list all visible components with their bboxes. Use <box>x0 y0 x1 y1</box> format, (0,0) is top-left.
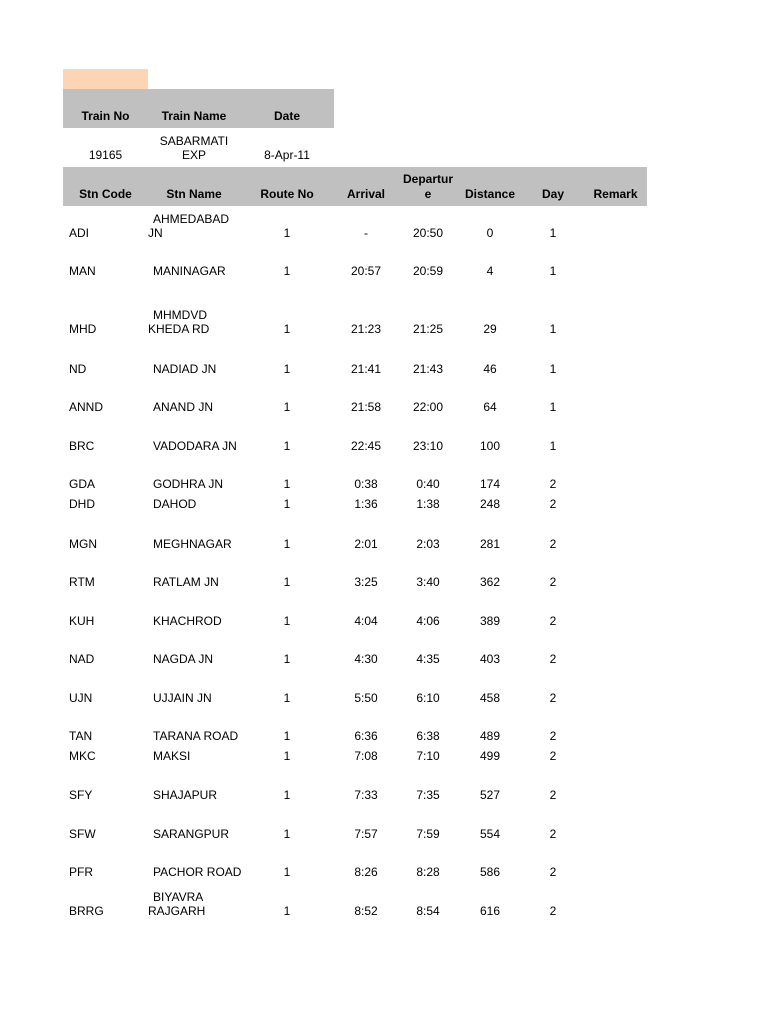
cell-day: 2 <box>549 614 557 628</box>
cell-stn-name: DAHOD <box>153 497 197 511</box>
cell-route: 1 <box>283 537 291 551</box>
cell-day: 1 <box>549 322 557 336</box>
cell-dist: 281 <box>479 537 501 551</box>
col-departure-line1: Departur <box>402 172 453 186</box>
cell-day: 2 <box>549 537 557 551</box>
cell-route: 1 <box>283 497 291 511</box>
col-arrival: Arrival <box>346 187 386 201</box>
cell-stn-name-line2: KHEDA RD <box>148 322 210 336</box>
train-name-value-line1: SABARMATI <box>159 134 229 148</box>
cell-route: 1 <box>283 749 291 763</box>
cell-code: ADI <box>69 226 90 240</box>
date-value: 8-Apr-11 <box>264 148 310 162</box>
cell-day: 2 <box>549 691 557 705</box>
cell-stn-name: MAKSI <box>153 749 191 763</box>
cell-dep: 20:50 <box>412 226 444 240</box>
cell-code: DHD <box>69 497 95 511</box>
cell-route: 1 <box>283 575 291 589</box>
cell-code: MAN <box>69 264 96 278</box>
cell-dep: 7:10 <box>416 749 440 763</box>
cell-code: MHD <box>69 322 97 336</box>
col-day: Day <box>541 187 564 201</box>
cell-stn-name: RATLAM JN <box>153 575 219 589</box>
cell-day: 2 <box>549 788 557 802</box>
cell-stn-name: SARANGPUR <box>153 827 230 841</box>
cell-arr: 1:36 <box>354 497 378 511</box>
cell-dist: 586 <box>479 865 501 879</box>
cell-dist: 403 <box>479 652 501 666</box>
cell-route: 1 <box>283 400 291 414</box>
cell-day: 1 <box>549 439 557 453</box>
cell-dep: 20:59 <box>412 264 444 278</box>
cell-day: 2 <box>549 497 557 511</box>
cell-arr: 2:01 <box>354 537 378 551</box>
cell-dist: 458 <box>479 691 501 705</box>
cell-code: ANND <box>69 400 104 414</box>
cell-arr: 3:25 <box>354 575 378 589</box>
cell-route: 1 <box>283 865 291 879</box>
cell-stn-name: PACHOR ROAD <box>153 865 242 879</box>
cell-route: 1 <box>283 729 291 743</box>
cell-dep: 1:38 <box>416 497 440 511</box>
cell-dep: 22:00 <box>412 400 444 414</box>
cell-code: PFR <box>69 865 93 879</box>
cell-dep: 7:59 <box>416 827 440 841</box>
cell-route: 1 <box>283 788 291 802</box>
cell-stn-name: UJJAIN JN <box>153 691 212 705</box>
cell-day: 2 <box>549 652 557 666</box>
cell-stn-name-line1: BIYAVRA <box>153 890 204 904</box>
cell-arr: 5:50 <box>354 691 378 705</box>
cell-code: UJN <box>69 691 93 705</box>
cell-arr: 22:45 <box>350 439 382 453</box>
cell-stn-name: NAGDA JN <box>153 652 214 666</box>
cell-code: ND <box>69 362 87 376</box>
cell-route: 1 <box>283 322 291 336</box>
cell-code: TAN <box>69 729 93 743</box>
cell-route: 1 <box>283 264 291 278</box>
cell-stn-name: VADODARA JN <box>153 439 237 453</box>
cell-code: SFY <box>69 788 93 802</box>
col-stn-name: Stn Name <box>166 187 222 201</box>
cell-dist: 64 <box>483 400 497 414</box>
cell-arr: 21:41 <box>350 362 382 376</box>
cell-code: BRRG <box>69 904 104 918</box>
cell-arr: 0:38 <box>354 477 378 491</box>
cell-day: 2 <box>549 749 557 763</box>
cell-code: MKC <box>69 749 96 763</box>
cell-dist: 4 <box>486 264 494 278</box>
cell-route: 1 <box>283 362 291 376</box>
cell-day: 1 <box>549 264 557 278</box>
cell-day: 2 <box>549 827 557 841</box>
col-distance: Distance <box>464 187 516 201</box>
cell-route: 1 <box>283 652 291 666</box>
cell-arr: 6:36 <box>354 729 378 743</box>
cell-dist: 489 <box>479 729 501 743</box>
cell-dep: 7:35 <box>416 788 440 802</box>
sheet-tab-marker <box>63 69 148 89</box>
cell-dist: 527 <box>479 788 501 802</box>
col-route-no: Route No <box>260 187 314 201</box>
cell-arr: 21:58 <box>350 400 382 414</box>
cell-route: 1 <box>283 904 291 918</box>
cell-arr: 7:33 <box>354 788 378 802</box>
cell-day: 2 <box>549 904 557 918</box>
cell-route: 1 <box>283 691 291 705</box>
train-name-value-line2: EXP <box>181 148 206 162</box>
cell-dep: 21:43 <box>412 362 444 376</box>
cell-dep: 2:03 <box>416 537 440 551</box>
cell-arr: 4:04 <box>354 614 378 628</box>
cell-stn-name: GODHRA JN <box>153 477 224 491</box>
cell-dist: 174 <box>479 477 501 491</box>
cell-day: 2 <box>549 865 557 879</box>
cell-stn-name: ANAND JN <box>153 400 214 414</box>
cell-dist: 362 <box>479 575 501 589</box>
cell-stn-name-line1: MHMDVD <box>153 308 207 322</box>
cell-day: 2 <box>549 729 557 743</box>
col-stn-code: Stn Code <box>79 187 132 201</box>
cell-dist: 616 <box>479 904 501 918</box>
cell-arr: - <box>364 226 368 240</box>
cell-dist: 29 <box>483 322 497 336</box>
cell-route: 1 <box>283 477 291 491</box>
cell-stn-name: KHACHROD <box>153 614 222 628</box>
cell-route: 1 <box>283 614 291 628</box>
cell-dist: 499 <box>479 749 501 763</box>
cell-day: 1 <box>549 362 557 376</box>
cell-dep: 4:35 <box>416 652 440 666</box>
cell-route: 1 <box>283 226 291 240</box>
cell-day: 1 <box>549 226 557 240</box>
train-no-label: Train No <box>81 109 130 123</box>
cell-day: 2 <box>549 477 557 491</box>
cell-dist: 554 <box>479 827 501 841</box>
cell-dep: 6:38 <box>416 729 440 743</box>
cell-route: 1 <box>283 439 291 453</box>
cell-stn-name: MANINAGAR <box>153 264 226 278</box>
cell-stn-name: SHAJAPUR <box>153 788 218 802</box>
col-remark: Remark <box>593 187 638 201</box>
cell-stn-name-line2: RAJGARH <box>148 904 206 918</box>
cell-dep: 0:40 <box>416 477 440 491</box>
cell-arr: 8:26 <box>354 865 378 879</box>
cell-code: SFW <box>69 827 96 841</box>
cell-stn-name: MEGHNAGAR <box>153 537 232 551</box>
cell-dist: 100 <box>479 439 501 453</box>
cell-dist: 0 <box>486 226 494 240</box>
cell-dep: 6:10 <box>416 691 440 705</box>
cell-code: NAD <box>69 652 95 666</box>
cell-arr: 21:23 <box>350 322 382 336</box>
cell-arr: 7:08 <box>354 749 378 763</box>
cell-dep: 8:28 <box>416 865 440 879</box>
cell-dep: 8:54 <box>416 904 440 918</box>
cell-dist: 389 <box>479 614 501 628</box>
cell-day: 1 <box>549 400 557 414</box>
date-label: Date <box>273 109 300 123</box>
cell-stn-name-line1: AHMEDABAD <box>153 212 230 226</box>
cell-stn-name-line2: JN <box>148 226 163 240</box>
cell-arr: 20:57 <box>350 264 382 278</box>
cell-code: KUH <box>69 614 95 628</box>
cell-arr: 4:30 <box>354 652 378 666</box>
cell-code: MGN <box>69 537 97 551</box>
cell-dep: 4:06 <box>416 614 440 628</box>
cell-code: BRC <box>69 439 95 453</box>
cell-dep: 3:40 <box>416 575 440 589</box>
cell-day: 2 <box>549 575 557 589</box>
cell-code: GDA <box>69 477 96 491</box>
cell-arr: 8:52 <box>354 904 378 918</box>
train-no-value: 19165 <box>88 148 123 162</box>
cell-route: 1 <box>283 827 291 841</box>
cell-stn-name: TARANA ROAD <box>153 729 239 743</box>
cell-code: RTM <box>69 575 95 589</box>
cell-dist: 248 <box>479 497 501 511</box>
cell-stn-name: NADIAD JN <box>153 362 217 376</box>
cell-dep: 21:25 <box>412 322 444 336</box>
cell-dist: 46 <box>483 362 497 376</box>
cell-arr: 7:57 <box>354 827 378 841</box>
col-departure-line2: e <box>424 187 432 201</box>
cell-dep: 23:10 <box>412 439 444 453</box>
train-name-label: Train Name <box>161 109 227 123</box>
